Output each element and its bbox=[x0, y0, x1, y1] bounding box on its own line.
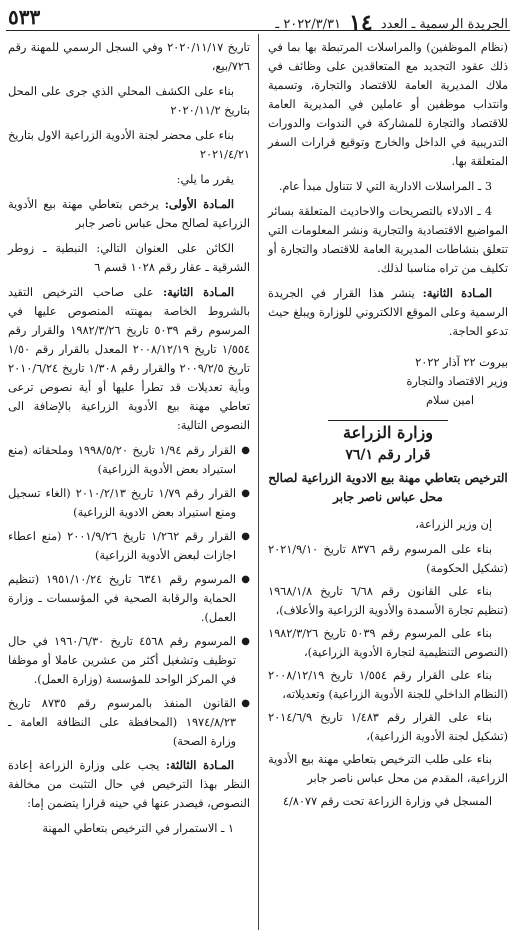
recital-1: بناء على المرسوم رقم ٨٣٧٦ تاريخ ٢٠٢١/٩/١٠ (تشكيل الحكومة) bbox=[268, 543, 508, 575]
decree-title: الترخيص بتعاطي مهنة بيع الادوية الزراعية لصالح محل عباس ناصر جابر bbox=[268, 471, 508, 504]
recital-inspection: بناء على الكشف المحلي الذي جرى على المحل بتاريخ ٢٠٢٠/١١/٢ bbox=[8, 85, 250, 117]
intro-paragraph: (نظام الموظفين) والمراسلات المرتبطة بها بما في ذلك عقود التجديد مع المتعاقدين على وظائف في ملاك المديرية العامة للاقتصاد والتجارة، وتسمية وانتداب موظفين أو عاملين في المديرية العامة للاقتصاد والتجارة للمشاركة في الندوات والدورات التدريبية في الداخل والخارج وتوقيع قرارات السفر المتعلقة بها. bbox=[268, 41, 508, 168]
issue-date: ٢٠٢٢/٣/٣١ ـ bbox=[275, 17, 341, 32]
recital-2: بناء على القانون رقم ٦/٦٨ تاريخ ١٩٦٨/١/٨ (تنظيم تجارة الأسمدة والأدوية الزراعية والأعلاف)، bbox=[268, 585, 508, 617]
article-3 bbox=[8, 756, 250, 813]
recital-3: بناء على المرسوم رقم ٥٠٣٩ تاريخ ١٩٨٢/٣/٢٦ (النصوص التنظيمية لتجارة الأدوية الزراعية)، bbox=[268, 627, 508, 659]
issue-number: ١٤ bbox=[349, 10, 373, 36]
recital-7: المسجل في وزارة الزراعة تحت رقم ٤/٨٠٧٧ bbox=[282, 795, 492, 808]
registration-continuation: تاريخ ٢٠٢٠/١١/١٧ وفي السجل الرسمي للمهنة رقم ٧٢٦/بيع، bbox=[8, 41, 250, 73]
recital-5: بناء على القرار رقم ١/٤٨٣ تاريخ ٢٠١٤/٦/٩ (تشكيل لجنة الأدوية الزراعية)، bbox=[268, 711, 508, 743]
column-divider bbox=[258, 34, 259, 930]
bullet-item-2: ● القرار رقم ١/٧٩ تاريخ ٢٠١٠/٢/١٣ (الغاء تسجيل ومنع استيراد بعض الادوية الزراعية) bbox=[8, 484, 250, 522]
signature-name: امين سلام bbox=[426, 394, 474, 407]
article-1 bbox=[8, 195, 250, 233]
item-3: 3 ـ المراسلات الادارية التي لا تتناول مبدأ عام. bbox=[278, 180, 492, 193]
article-2-heading: المـادة الثانية: bbox=[163, 285, 234, 299]
recital-6: بناء على طلب الترخيص بتعاطي مهنة بيع الأدوية الزراعية، المقدم من محل عباس ناصر جابر bbox=[268, 753, 508, 785]
decree-number: قرار رقم ٧٦/١ bbox=[345, 447, 431, 463]
signature-title: وزير الاقتصاد والتجارة bbox=[406, 375, 508, 388]
article-2-economy bbox=[268, 284, 508, 341]
recital-committee: بناء على محضر لجنة الأدوية الزراعية الاول بتاريخ ٢٠٢١/٤/٢١ bbox=[8, 129, 250, 161]
right-column bbox=[268, 38, 508, 815]
article-2-text: على صاحب الترخيص التقيد بالشروط الخاصة بمهنته المنصوص عليها في المرسوم رقم ٥٠٣٩ تاريخ ١٩٨٢/٣/٢٦ والقرار رقم ١/٥٥٤ تاريخ ٢٠٠٨/١٢/١٩ المعدل بالقرار رقم ١/٥٠ تاريخ ٢٠٠٩/٢/٥ والقرار رقم ١/٣٠٨ تاريخ ٢٠١٠/٦/٢٤ وبأية تعديلات قد تطرأ عليها أو أية نصوص ترعى تعاطي مهنة بيع الأدوية الزراعية بالإضافة الى النصوص التالية: bbox=[8, 286, 250, 432]
gazette-masthead bbox=[275, 8, 508, 34]
article-3-heading: المـادة الثالثة: bbox=[165, 758, 234, 772]
article-3-option-1: ١ ـ الاستمرار في الترخيص بتعاطي المهنة bbox=[42, 822, 234, 835]
bullet-item-3: ● القرار رقم ١/٢٦٢ تاريخ ٢٠٠١/٩/٢٦ (منع اعطاء اجازات لبعض الأدوية الزراعية) bbox=[8, 527, 250, 565]
page-header bbox=[6, 4, 510, 36]
bullet-item-1: ● القرار رقم ١/٩٤ تاريخ ١٩٩٨/٥/٢٠ وملحقاته (منع استيراد بعض الأدوية الزراعية) bbox=[8, 441, 250, 479]
item-4: 4 ـ الادلاء بالتصريحات والاحاديث المتعلقة بسائر المواضيع الاقتصادية والتجارية ونشر المعلومات التي تتعلق بنشاطات المديرية العامة للاقتصاد والتجارة أو تكليف من تراه مناسبا لذلك. bbox=[268, 205, 508, 275]
article-2 bbox=[8, 283, 250, 435]
article-2-heading: المـادة الثانية: bbox=[422, 286, 492, 300]
shop-address: الكائن على العنوان التالي: النبطية ـ زوطر الشرقية ـ عقار رقم ١٠٢٨ قسم ٦ bbox=[8, 242, 250, 274]
article-1-text: يرخص بتعاطي مهنة بيع الأدوية الزراعية لصالح محل عباس ناصر جابر bbox=[8, 198, 250, 230]
left-column bbox=[8, 38, 250, 844]
bullet-item-6: ● القانون المنفذ بالمرسوم رقم ٨٧٣٥ تاريخ ١٩٧٤/٨/٢٣ (المحافظة على النظافة العامة ـ وزارة الصحة) bbox=[8, 694, 250, 751]
section-rule bbox=[328, 420, 448, 421]
article-2-text: ينشر هذا القرار في الجريدة الرسمية وعلى الموقع الالكتروني للوزارة ويبلغ حيث تدعو الحاجة. bbox=[268, 287, 508, 338]
decides-line: يقرر ما يلي: bbox=[176, 173, 234, 186]
article-1-heading: المـادة الأولى: bbox=[164, 197, 234, 211]
article-3-text: يجب على وزارة الزراعة إعادة النظر بهذا الترخيص في حال التثبت من مخالفة النصوص، فيصدر عنها في حينه قرارا يتضمن إما: bbox=[8, 759, 250, 810]
signature-place-date: بيروت ٢٢ آذار ٢٠٢٢ bbox=[415, 356, 508, 369]
bullet-item-5: ● المرسوم رقم ٤٥٦٨ تاريخ ١٩٦٠/٦/٣٠ في حال توظيف وتشغيل أكثر من عشرين عاملا أو موظفا في المركز الواحد للمؤسسة (وزارة العمل). bbox=[8, 632, 250, 689]
gazette-name: الجريدة الرسمية ـ العدد bbox=[380, 17, 508, 32]
minister-line: إن وزير الزراعة، bbox=[415, 518, 492, 531]
page-number: ٥٣٣ bbox=[8, 5, 41, 29]
ministry-heading: وزارة الزراعة bbox=[342, 423, 434, 442]
bullet-item-4: ● المرسوم رقم ٦٣٤١ تاريخ ١٩٥١/١٠/٢٤ (تنظيم الحماية والرقابة الصحية في المؤسسات ـ وزارة العمل). bbox=[8, 570, 250, 627]
recital-4: بناء على القرار رقم ١/٥٥٤ تاريخ ٢٠٠٨/١٢/١٩ (النظام الداخلي للجنة الأدوية الزراعية) وتعديلاته، bbox=[268, 669, 508, 701]
